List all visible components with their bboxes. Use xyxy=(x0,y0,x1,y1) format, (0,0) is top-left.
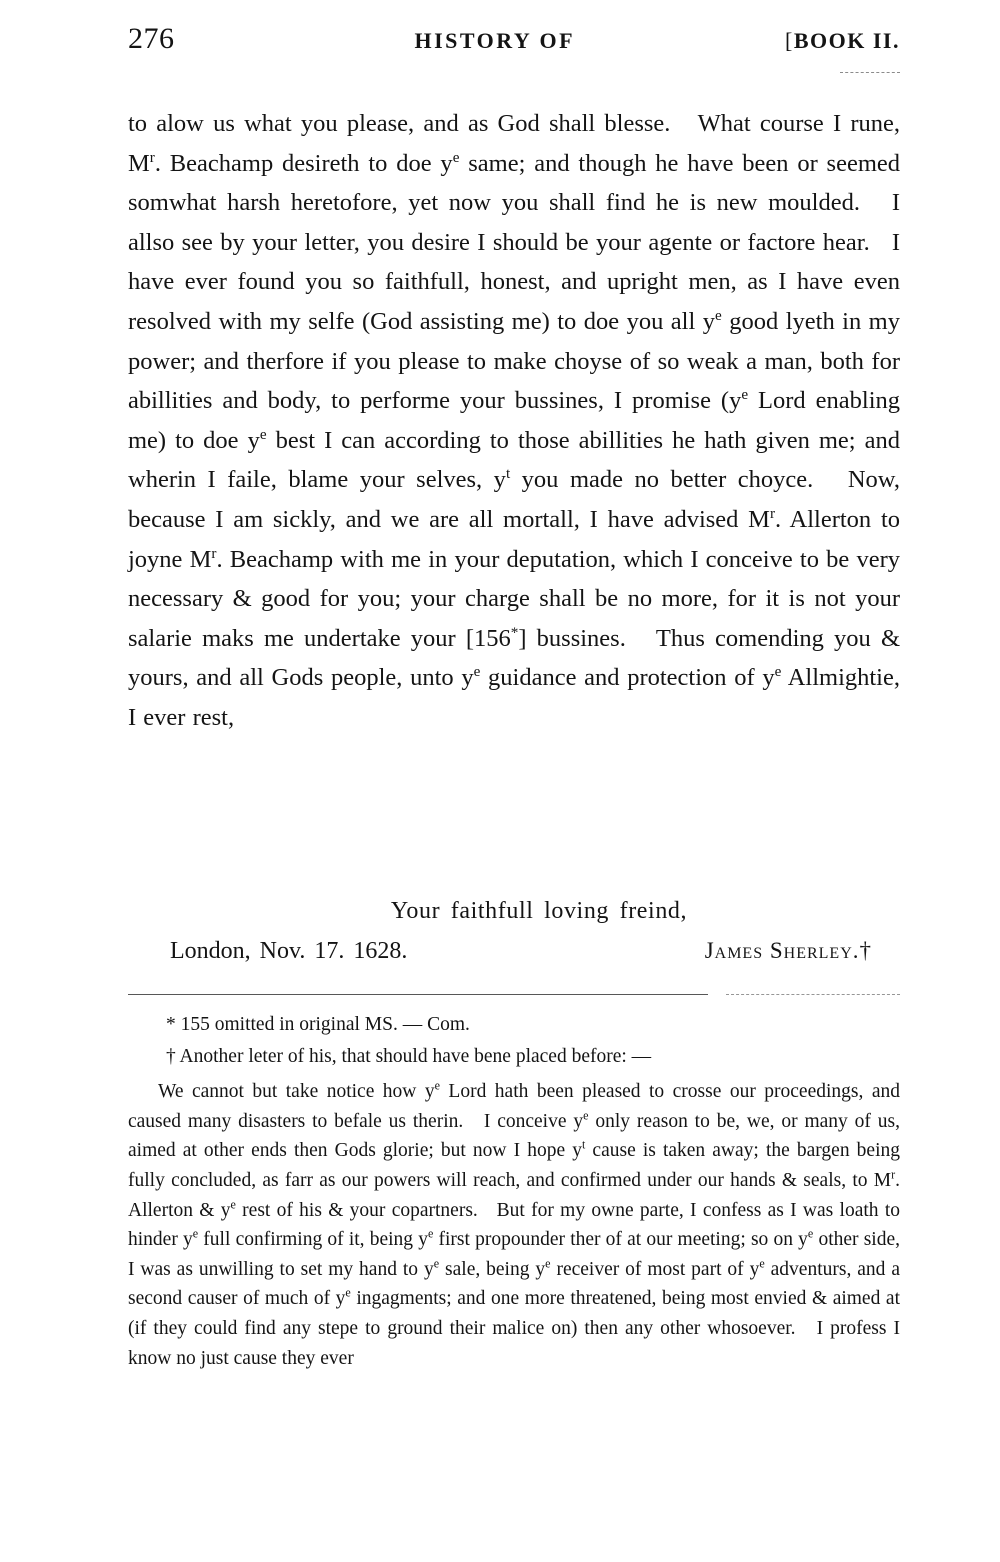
rule-segment-dashed xyxy=(726,994,900,995)
footnote-dagger: † Another leter of his, that should have bene placed before: — xyxy=(166,1045,652,1067)
open-bracket: [ xyxy=(785,28,794,53)
letter-closing xyxy=(128,898,900,925)
rule-segment-solid xyxy=(128,994,708,995)
book-label-text: BOOK II. xyxy=(793,28,900,53)
page-header xyxy=(128,22,900,56)
page-number: 276 xyxy=(128,22,175,55)
closing-text: Your faithfull loving freind, xyxy=(390,898,688,924)
footnote-separator-rule xyxy=(128,994,900,996)
signature-name: James Sherley.† xyxy=(704,938,872,963)
footnotes xyxy=(128,1010,900,1373)
footnote-star: * 155 omitted in original MS. — Com. xyxy=(166,1014,470,1035)
footnote-letter-text: We cannot but take notice how $y^e$ Lord hath been pleased to crosse our proceedings, and caused many disasters to befale us therin. I conceive $y^e$ only reason to be, we, or many of us, aimed at other ends then Gods glorie; but now I hope $y^t$ cause is taken away; the bargen being fully concluded, as farr as our powers will reach, and confirmed under our hands & seals, to $M^r$. Allerton & $y^e$ rest of his & your copartners. But for my owne parte, I confess as I was loath to hinder $y^e$ full confirming of it, being $y^e$ first propounder ther of at our meeting; so on $y^e$ other side, I was as unwilling to set my hand to $y^e$ sale, being $y^e$ receiver of most part of $y^e$ adventurs, and a second causer of much of $y^e$ ingagments; and one more threatened, being most envied & aimed at (if they could find any stepe to ground their malice on) then any other whosoever. I profess I know no just cause they ever xyxy=(128,1078,901,1369)
place-and-date: London, Nov. 17. 1628. xyxy=(170,938,408,964)
header-rule xyxy=(840,72,900,73)
book-label xyxy=(785,28,900,54)
letter-paragraph: to alow us what you please, and as God shall blesse. What course I rune, $M^r$. Beachamp desireth to doe $y^e$ same; and though he have been or seemed somwhat harsh heretofore, yet now you shall find he is new moulded. I allso see by your letter, you desire I should be your agente or factore hear. I have ever found you so faithfull, honest, and upright men, as I have even resolved with my selfe (God assisting me) to doe you all $y^e$ good lyeth in my power; and therfore if you please to make choyse of so weak a man, both for abillities and body, to performe your bussines, I promise ($y^e$ Lord enabling me) to doe $y^e$ best I can according to those abillities he hath given me; and wherin I faile, blame your selves, $y^t$ you made no better choyce. Now, because I am sickly, and we are all mortall, I have advised $M^r$. Allerton to joyne $M^r$. Beachamp with me in your deputation, which I conceive to be very necessary & good for you; your charge shall be no more, for it is not your salarie maks me undertake your [156*] bussines. Thus comending you & yours, and all Gods people, unto $y^e$ guidance and protection of $y^e$ Allmightie, I ever rest, xyxy=(128,110,901,731)
letter-body xyxy=(128,104,900,738)
running-title: HISTORY OF xyxy=(414,28,576,53)
letter-datestamp xyxy=(128,938,900,965)
